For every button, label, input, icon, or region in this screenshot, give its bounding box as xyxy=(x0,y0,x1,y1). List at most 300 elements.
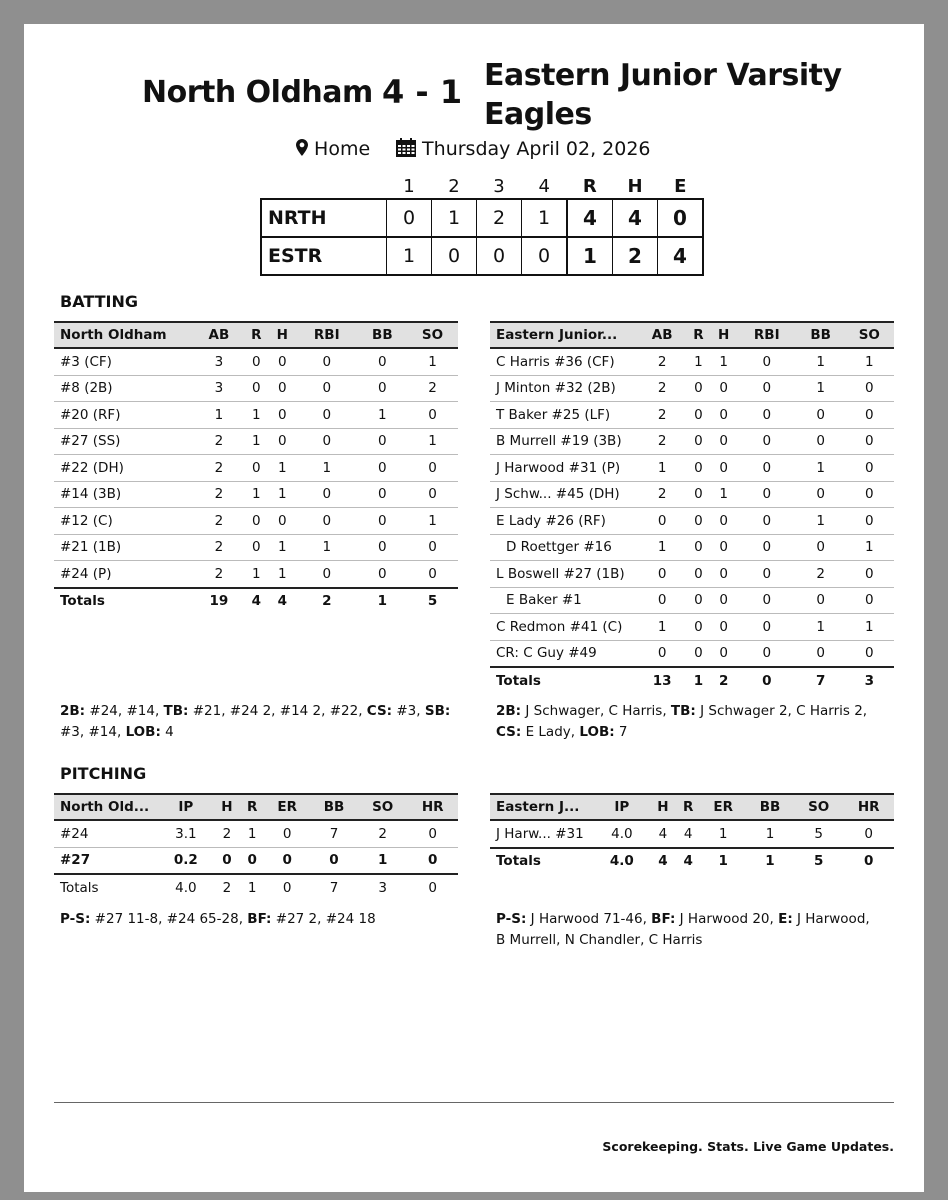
player-name: J Harwood #31 (P) xyxy=(490,455,638,482)
stat-value: 0 xyxy=(737,455,797,482)
column-header: H xyxy=(711,322,737,348)
player-name: C Redmon #41 (C) xyxy=(490,614,638,641)
batting-table-home xyxy=(54,321,458,614)
stat-value: 0 xyxy=(358,455,407,482)
stat-value: 0 xyxy=(269,348,296,375)
stat-value: 0 xyxy=(686,534,710,561)
table-row xyxy=(54,481,458,508)
table-row xyxy=(490,375,894,402)
player-name: #12 (C) xyxy=(54,508,194,535)
totals-value: 1 xyxy=(746,848,794,875)
totals-value: 2 xyxy=(296,588,358,615)
table-row xyxy=(490,614,894,641)
stat-value: 0 xyxy=(296,375,358,402)
stat-value: 0 xyxy=(310,847,358,874)
stat-value: 0 xyxy=(358,508,407,535)
table-row xyxy=(54,375,458,402)
stat-value: 0 xyxy=(407,847,458,874)
stat-value: 0 xyxy=(797,481,845,508)
stat-value: 1 xyxy=(746,820,794,848)
stat-value: 0 xyxy=(686,508,710,535)
player-name: #20 (RF) xyxy=(54,402,194,429)
linescore-row-home: NRTH 0 1 2 1 4 4 0 xyxy=(261,199,703,237)
note-text: #3, #14, xyxy=(60,724,126,740)
player-name: #3 (CF) xyxy=(54,348,194,375)
stat-value: 5 xyxy=(794,820,843,848)
player-name: E Lady #26 (RF) xyxy=(490,508,638,535)
stat-value: 1 xyxy=(407,428,458,455)
stat-value: 0 xyxy=(686,455,710,482)
inning-header: 4 xyxy=(538,175,550,197)
stat-value: 3 xyxy=(194,375,244,402)
inning-header: 1 xyxy=(403,175,415,197)
column-header: SO xyxy=(358,794,407,820)
stat-value: 1 xyxy=(700,820,746,848)
column-header: RBI xyxy=(737,322,797,348)
column-header: SO xyxy=(794,794,843,820)
note-label: SB: xyxy=(424,703,451,719)
table-row xyxy=(490,348,894,375)
stat-value: 1 xyxy=(638,455,686,482)
note-text: J Schwager 2, C Harris 2, xyxy=(695,703,868,719)
totals-label: Totals xyxy=(54,588,194,615)
column-header: R xyxy=(244,322,269,348)
location-label: Home xyxy=(314,138,371,160)
table-row xyxy=(54,348,458,375)
note-label: 2B: xyxy=(60,703,86,719)
table-row xyxy=(490,428,894,455)
column-header: R xyxy=(686,322,710,348)
stat-value: 0 xyxy=(296,402,358,429)
stat-value: 0 xyxy=(737,348,797,375)
stat-value: 0 xyxy=(711,587,737,614)
stat-value: 0 xyxy=(797,534,845,561)
table-row xyxy=(490,402,894,429)
linescore-table xyxy=(260,174,704,276)
stat-value: 0 xyxy=(244,508,269,535)
column-header: IP xyxy=(594,794,650,820)
stat-value: 0 xyxy=(686,375,710,402)
stat-value: 0 xyxy=(407,402,458,429)
totals-value: 0 xyxy=(264,874,310,901)
game-date xyxy=(396,138,651,160)
stat-value: 1 xyxy=(845,348,894,375)
table-row xyxy=(490,587,894,614)
player-name: J Schw... #45 (DH) xyxy=(490,481,638,508)
stat-value: 0 xyxy=(845,455,894,482)
stat-value: 1 xyxy=(269,561,296,588)
stat-value: 0 xyxy=(797,402,845,429)
stat-value: 0 xyxy=(638,587,686,614)
note-label: TB: xyxy=(163,703,189,719)
table-team-header: North Oldham xyxy=(54,322,194,348)
stat-value: 0 xyxy=(244,534,269,561)
box-score-page xyxy=(24,24,924,1192)
totals-value: 0 xyxy=(407,874,458,901)
stat-value: 1 xyxy=(407,508,458,535)
stat-value: 1 xyxy=(845,614,894,641)
column-header: H xyxy=(214,794,240,820)
note-text: J Schwager, C Harris, xyxy=(521,703,671,719)
stat-value: 0 xyxy=(843,820,894,848)
away-team-line2: Eagles xyxy=(484,97,592,132)
player-name: #14 (3B) xyxy=(54,481,194,508)
table-team-header: Eastern J... xyxy=(490,794,594,820)
stat-value: 0 xyxy=(711,561,737,588)
stat-value: 1 xyxy=(244,402,269,429)
stat-value: 0 xyxy=(711,455,737,482)
note-text: #21, #24 2, #14 2, #22, xyxy=(188,703,367,719)
player-name: #22 (DH) xyxy=(54,455,194,482)
stat-value: 1 xyxy=(638,614,686,641)
stat-value: 1 xyxy=(358,402,407,429)
totals-label: Totals xyxy=(490,848,594,875)
note-text: #3, xyxy=(392,703,425,719)
location xyxy=(296,138,370,160)
stat-value: 1 xyxy=(797,455,845,482)
totals-row xyxy=(490,667,894,694)
column-header: BB xyxy=(358,322,407,348)
player-name: #27 (SS) xyxy=(54,428,194,455)
stat-value: 1 xyxy=(686,348,710,375)
stat-value: 2 xyxy=(797,561,845,588)
stat-value: 2 xyxy=(638,481,686,508)
table-row xyxy=(54,455,458,482)
column-header: BB xyxy=(797,322,845,348)
note-label: CS: xyxy=(496,724,522,740)
totals-value: 5 xyxy=(407,588,458,615)
stat-value: 2 xyxy=(194,534,244,561)
stat-value: 0 xyxy=(240,847,264,874)
stat-value: 1 xyxy=(711,348,737,375)
final-score: 4 - 1 xyxy=(382,73,463,111)
stat-value: 0 xyxy=(845,402,894,429)
batting-table-away xyxy=(490,321,894,694)
player-name: #21 (1B) xyxy=(54,534,194,561)
runs-header: R xyxy=(582,175,597,197)
column-header: H xyxy=(269,322,296,348)
column-header: R xyxy=(240,794,264,820)
stat-value: 0 xyxy=(296,561,358,588)
player-name: #8 (2B) xyxy=(54,375,194,402)
table-row xyxy=(490,508,894,535)
table-team-header: North Old... xyxy=(54,794,158,820)
stat-value: 0 xyxy=(407,481,458,508)
stat-value: 1 xyxy=(845,534,894,561)
stat-value: 1 xyxy=(269,481,296,508)
stat-value: 2 xyxy=(407,375,458,402)
totals-row xyxy=(490,848,894,875)
stat-value: 0 xyxy=(737,402,797,429)
stat-value: 0 xyxy=(269,508,296,535)
totals-value: 0 xyxy=(737,667,797,694)
totals-value: 4.0 xyxy=(158,874,214,901)
totals-label: Totals xyxy=(490,667,638,694)
stat-value: 0 xyxy=(845,561,894,588)
totals-value: 1 xyxy=(700,848,746,875)
stat-value: 0 xyxy=(638,640,686,667)
stat-value: 0 xyxy=(407,534,458,561)
stat-value: 0 xyxy=(686,614,710,641)
stat-value: 0 xyxy=(269,375,296,402)
note-label: LOB: xyxy=(579,724,615,740)
player-name: D Roettger #16 xyxy=(490,534,638,561)
table-row xyxy=(490,561,894,588)
stat-value: 1 xyxy=(638,534,686,561)
errors-header: E xyxy=(674,175,687,197)
note-label: LOB: xyxy=(125,724,161,740)
stat-value: 2 xyxy=(358,820,407,847)
stat-value: 0 xyxy=(296,428,358,455)
stat-value: 0 xyxy=(845,587,894,614)
hits-header: H xyxy=(627,175,643,197)
stat-value: 0 xyxy=(711,534,737,561)
player-name: C Harris #36 (CF) xyxy=(490,348,638,375)
totals-value: 19 xyxy=(194,588,244,615)
stat-value: 0 xyxy=(737,375,797,402)
note-text: 4 xyxy=(160,724,174,740)
table-row xyxy=(54,534,458,561)
stat-value: 1 xyxy=(358,847,407,874)
stat-value: 1 xyxy=(244,481,269,508)
stat-value: 1 xyxy=(797,614,845,641)
stat-value: 0 xyxy=(737,614,797,641)
column-header: ER xyxy=(700,794,746,820)
stat-value: 1 xyxy=(269,534,296,561)
stat-value: 0 xyxy=(686,561,710,588)
table-row xyxy=(490,534,894,561)
stat-value: 0 xyxy=(737,534,797,561)
totals-value: 3 xyxy=(845,667,894,694)
stat-value: 1 xyxy=(797,375,845,402)
table-row xyxy=(54,402,458,429)
table-row xyxy=(54,847,458,874)
stat-value: 0 xyxy=(296,481,358,508)
column-header: ER xyxy=(264,794,310,820)
stat-value: 0 xyxy=(638,561,686,588)
stat-value: 0 xyxy=(711,640,737,667)
totals-value: 7 xyxy=(797,667,845,694)
player-name: J Harw... #31 xyxy=(490,820,594,848)
note-text: #27 11-8, #24 65-28, xyxy=(90,911,248,927)
totals-value: 1 xyxy=(358,588,407,615)
totals-value: 1 xyxy=(686,667,710,694)
column-header: RBI xyxy=(296,322,358,348)
note-text: 7 xyxy=(614,724,628,740)
stat-value: 0 xyxy=(358,348,407,375)
stat-value: 0 xyxy=(358,534,407,561)
totals-label: Totals xyxy=(54,874,158,901)
stat-value: 2 xyxy=(194,508,244,535)
stat-value: 0 xyxy=(845,428,894,455)
player-name: T Baker #25 (LF) xyxy=(490,402,638,429)
table-row xyxy=(54,561,458,588)
table-row xyxy=(490,820,894,848)
totals-value: 7 xyxy=(310,874,358,901)
batting-notes-away xyxy=(496,701,896,743)
date-label: Thursday April 02, 2026 xyxy=(422,138,651,160)
player-name: #24 (P) xyxy=(54,561,194,588)
stat-value: 0 xyxy=(737,428,797,455)
stat-value: 1 xyxy=(711,481,737,508)
away-team-name xyxy=(484,56,842,134)
column-header: AB xyxy=(638,322,686,348)
totals-value: 2 xyxy=(711,667,737,694)
stat-value: 4.0 xyxy=(594,820,650,848)
stat-value: 0 xyxy=(407,455,458,482)
pitching-section-title: PITCHING xyxy=(60,764,147,783)
stat-value: 0 xyxy=(296,508,358,535)
stat-value: 0 xyxy=(711,402,737,429)
note-label: BF: xyxy=(247,911,272,927)
stat-value: 0 xyxy=(407,561,458,588)
stat-value: 0.2 xyxy=(158,847,214,874)
player-name: CR: C Guy #49 xyxy=(490,640,638,667)
stat-value: 2 xyxy=(194,455,244,482)
stat-value: 0 xyxy=(845,640,894,667)
totals-value: 4 xyxy=(269,588,296,615)
table-row xyxy=(490,481,894,508)
column-header: AB xyxy=(194,322,244,348)
stat-value: 0 xyxy=(737,640,797,667)
stat-value: 2 xyxy=(194,428,244,455)
stat-value: 2 xyxy=(638,348,686,375)
stat-value: 1 xyxy=(194,402,244,429)
stat-value: 4 xyxy=(650,820,676,848)
totals-value: 4 xyxy=(650,848,676,875)
totals-row xyxy=(54,588,458,615)
totals-value: 5 xyxy=(794,848,843,875)
stat-value: 2 xyxy=(194,561,244,588)
stat-value: 0 xyxy=(797,587,845,614)
table-row xyxy=(490,455,894,482)
map-pin-icon xyxy=(296,139,308,156)
note-label: CS: xyxy=(366,703,393,719)
stat-value: 0 xyxy=(296,348,358,375)
stat-value: 0 xyxy=(358,561,407,588)
stat-value: 0 xyxy=(686,402,710,429)
stat-value: 0 xyxy=(845,481,894,508)
stat-value: 2 xyxy=(638,402,686,429)
table-row xyxy=(54,508,458,535)
batting-notes-home xyxy=(60,701,460,743)
totals-value: 1 xyxy=(240,874,264,901)
footer-tagline: Scorekeeping. Stats. Live Game Updates. xyxy=(602,1139,894,1154)
player-name: #27 xyxy=(54,847,158,874)
linescore-row-away: ESTR 1 0 0 0 1 2 4 xyxy=(261,237,703,275)
column-header: HR xyxy=(407,794,458,820)
table-row xyxy=(54,820,458,847)
pitching-notes-home xyxy=(60,909,460,930)
note-label: E: xyxy=(778,911,793,927)
stat-value: 0 xyxy=(737,481,797,508)
stat-value: 0 xyxy=(214,847,240,874)
totals-value: 0 xyxy=(843,848,894,875)
stat-value: 0 xyxy=(845,375,894,402)
player-name: E Baker #1 xyxy=(490,587,638,614)
stat-value: 0 xyxy=(711,375,737,402)
totals-value: 4 xyxy=(244,588,269,615)
batting-section-title: BATTING xyxy=(60,292,139,311)
column-header: HR xyxy=(843,794,894,820)
stat-value: 0 xyxy=(686,428,710,455)
home-team-name: North Oldham xyxy=(142,75,373,110)
totals-value: 4.0 xyxy=(594,848,650,875)
table-row xyxy=(54,428,458,455)
column-header: IP xyxy=(158,794,214,820)
player-name: L Boswell #27 (1B) xyxy=(490,561,638,588)
note-text: J Harwood 20, xyxy=(675,911,779,927)
stat-value: 2 xyxy=(638,375,686,402)
stat-value: 1 xyxy=(240,820,264,847)
stat-value: 0 xyxy=(797,428,845,455)
stat-value: 1 xyxy=(296,534,358,561)
stat-value: 0 xyxy=(737,561,797,588)
column-header: BB xyxy=(310,794,358,820)
stat-value: 1 xyxy=(296,455,358,482)
stat-value: 0 xyxy=(269,402,296,429)
stat-value: 0 xyxy=(358,375,407,402)
player-name: J Minton #32 (2B) xyxy=(490,375,638,402)
stat-value: 0 xyxy=(711,614,737,641)
stat-value: 0 xyxy=(686,481,710,508)
column-header: SO xyxy=(845,322,894,348)
inning-header: 2 xyxy=(448,175,460,197)
stat-value: 0 xyxy=(711,508,737,535)
inning-header: 3 xyxy=(493,175,505,197)
stat-value: 4 xyxy=(676,820,700,848)
column-header: R xyxy=(676,794,700,820)
player-name: #24 xyxy=(54,820,158,847)
table-team-header: Eastern Junior... xyxy=(490,322,638,348)
totals-row xyxy=(54,874,458,901)
note-text: E Lady, xyxy=(521,724,580,740)
stat-value: 0 xyxy=(711,428,737,455)
stat-value: 1 xyxy=(269,455,296,482)
note-label: TB: xyxy=(670,703,696,719)
note-label: BF: xyxy=(651,911,676,927)
stat-value: 1 xyxy=(797,508,845,535)
stat-value: 0 xyxy=(358,481,407,508)
totals-value: 13 xyxy=(638,667,686,694)
note-label: P-S: xyxy=(60,911,91,927)
stat-value: 0 xyxy=(845,508,894,535)
note-label: P-S: xyxy=(496,911,527,927)
stat-value: 0 xyxy=(244,348,269,375)
stat-value: 2 xyxy=(194,481,244,508)
stat-value: 2 xyxy=(638,428,686,455)
column-header: BB xyxy=(746,794,794,820)
stat-value: 0 xyxy=(264,820,310,847)
pitching-table-away xyxy=(490,793,894,874)
stat-value: 0 xyxy=(638,508,686,535)
totals-value: 4 xyxy=(676,848,700,875)
note-text: J Harwood, B Murrell, N Chandler, C Harris xyxy=(496,911,870,948)
stat-value: 7 xyxy=(310,820,358,847)
player-name: B Murrell #19 (3B) xyxy=(490,428,638,455)
column-header: SO xyxy=(407,322,458,348)
pitching-notes-away xyxy=(496,909,876,951)
away-team-line1: Eastern Junior Varsity xyxy=(484,58,842,93)
stat-value: 1 xyxy=(244,561,269,588)
stat-value: 0 xyxy=(797,640,845,667)
stat-value: 0 xyxy=(686,640,710,667)
stat-value: 0 xyxy=(244,455,269,482)
note-label: 2B: xyxy=(496,703,522,719)
stat-value: 0 xyxy=(737,587,797,614)
stat-value: 1 xyxy=(407,348,458,375)
stat-value: 3 xyxy=(194,348,244,375)
